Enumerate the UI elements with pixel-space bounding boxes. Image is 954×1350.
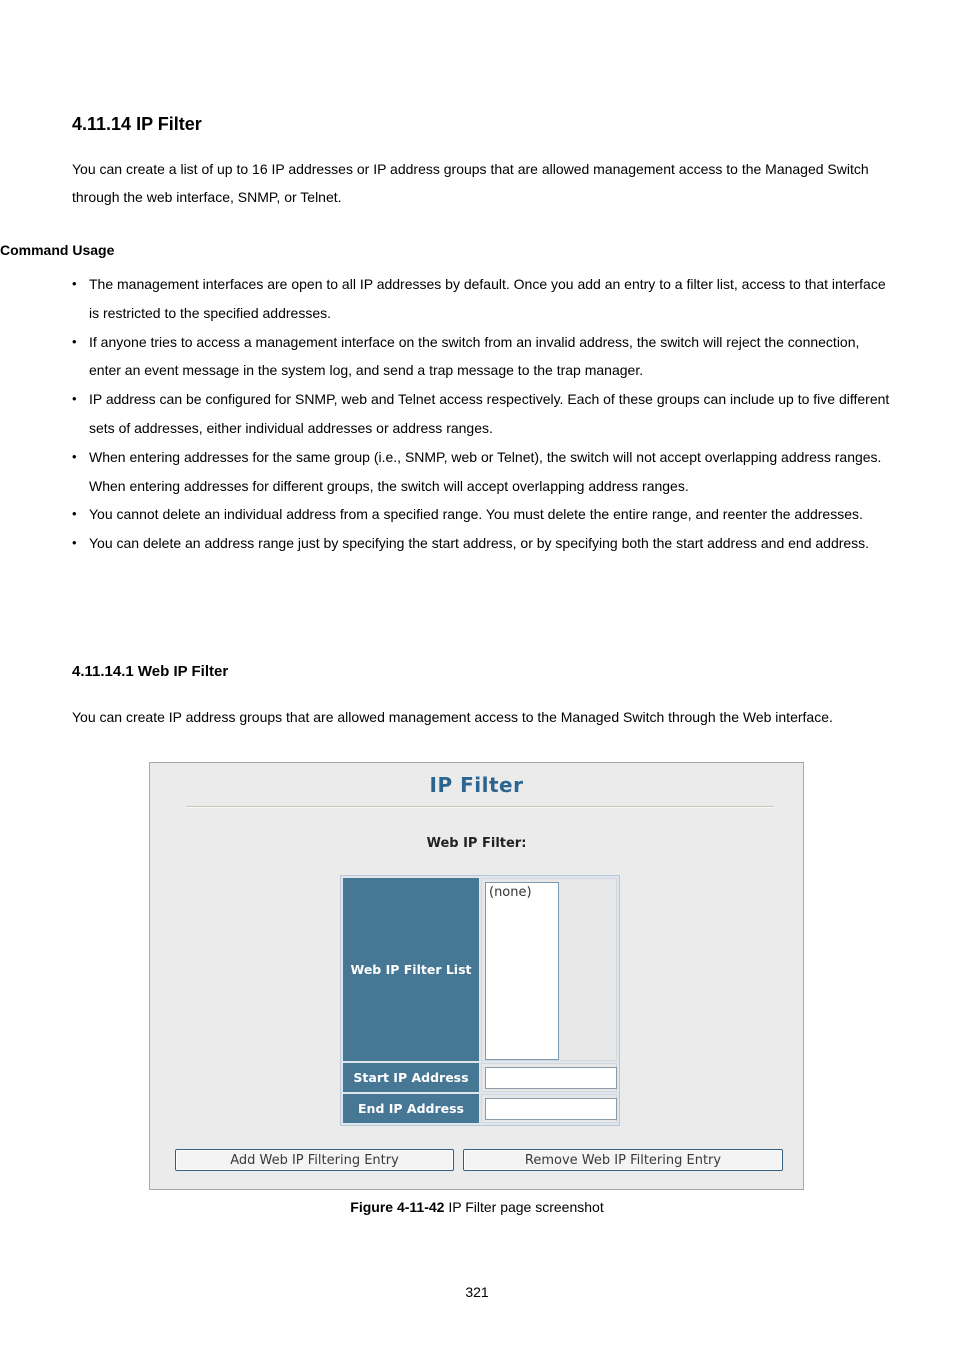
figure-label: Figure 4-11-42: [350, 1199, 445, 1215]
bullet-item: • When entering addresses for the same group (i.e., SNMP, web or Telnet), the switch will not accept overlapping address ranges. When entering addresses for different groups, the switch will accept overlapping address ranges.: [72, 443, 890, 501]
figure-caption-text: IP Filter page screenshot: [444, 1199, 604, 1215]
bullet-item: • You can delete an address range just by specifying the start address, or by specifying both the start address and end address.: [72, 529, 890, 558]
filter-list-label: Web IP Filter List: [343, 878, 479, 1061]
figure-caption: [0, 1199, 954, 1215]
filter-list-option[interactable]: (none): [489, 885, 532, 900]
filter-list-box[interactable]: [485, 882, 559, 1060]
bullet-item: • You cannot delete an individual address from a specified range. You must delete the entire range, and reenter the addresses.: [72, 500, 890, 529]
start-ip-cell: [481, 1063, 617, 1092]
add-filter-entry-button[interactable]: Add Web IP Filtering Entry: [175, 1149, 454, 1171]
page-number: 321: [465, 1284, 489, 1300]
filter-list-cell: [481, 878, 617, 1061]
page-title: IP Filter: [429, 773, 524, 797]
command-usage-list: [72, 270, 890, 558]
bullet-item: • If anyone tries to access a management interface on the switch from an invalid address, the switch will reject the connection, enter an event message in the system log, and send a trap message to the trap manager.: [72, 328, 890, 386]
command-usage-title: Command Usage: [0, 242, 115, 258]
end-ip-cell: [481, 1094, 617, 1123]
start-ip-label: Start IP Address: [343, 1063, 479, 1092]
subsection-intro: You can create IP address groups that are allowed management access to the Managed Switch through the Web interface.: [72, 709, 833, 725]
end-ip-label: End IP Address: [343, 1094, 479, 1123]
ip-filter-screenshot: [149, 762, 804, 1190]
section-heading: 4.11.14 IP Filter: [72, 114, 202, 134]
bullet-item: • The management interfaces are open to all IP addresses by default. Once you add an entry to a filter list, access to that interface is restricted to the specified addresses.: [72, 270, 890, 328]
section-intro: You can create a list of up to 16 IP addresses or IP address groups that are allowed management access to the Managed Switch through the web interface, SNMP, or Telnet.: [72, 161, 869, 205]
filter-table: [340, 875, 620, 1126]
title-divider: [186, 806, 774, 808]
bullet-item: • IP address can be configured for SNMP, web and Telnet access respectively. Each of these groups can include up to five different sets of addresses, either individual addresses or address ranges.: [72, 385, 890, 443]
web-ip-filter-subtitle: Web IP Filter:: [426, 836, 527, 851]
start-ip-input[interactable]: [485, 1067, 617, 1089]
remove-filter-entry-button[interactable]: Remove Web IP Filtering Entry: [463, 1149, 783, 1171]
subsection-heading: 4.11.14.1 Web IP Filter: [72, 663, 229, 680]
end-ip-input[interactable]: [485, 1098, 617, 1120]
